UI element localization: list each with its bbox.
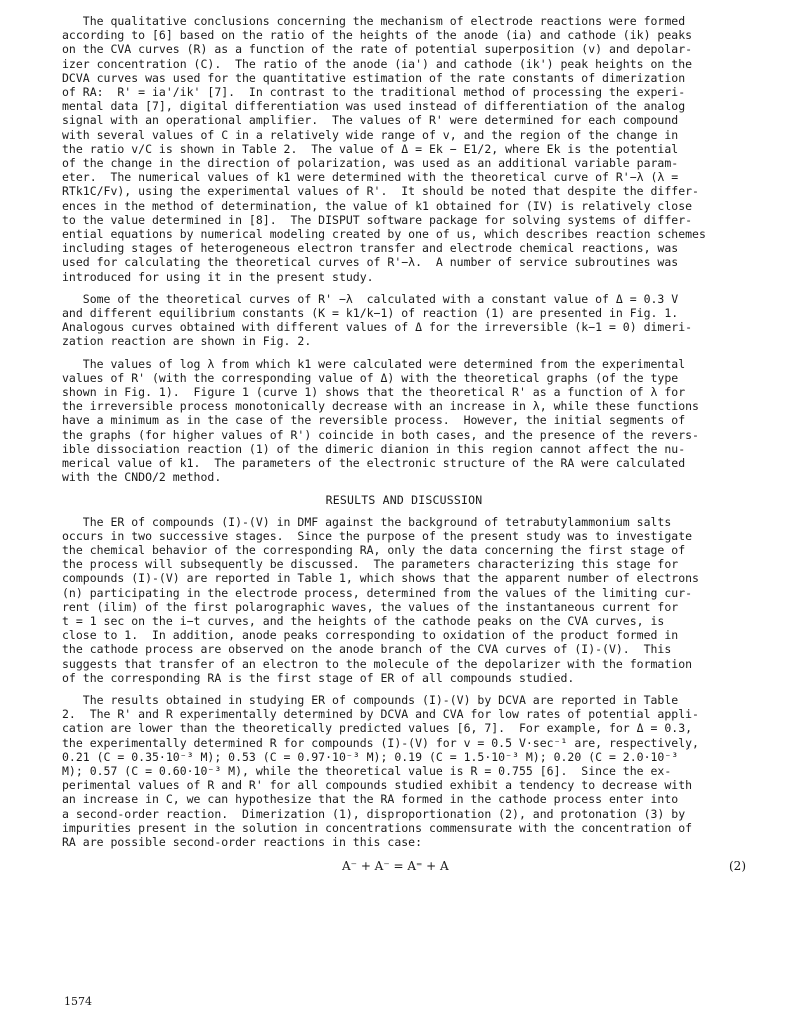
section-heading: RESULTS AND DISCUSSION [325, 492, 483, 507]
text-line: the irreversible process monotonically decrease with an increase in λ, while these functions [62, 399, 699, 414]
text-line: M); 0.57 (C = 0.60·10⁻³ M), while the theoretical value is R = 0.755 [6]. Since the ex- [62, 763, 672, 778]
paragraph-mechanism [62, 14, 746, 284]
text-line: (n) participating in the electrode process, determined from the values of the limiting cur- [62, 585, 693, 600]
text-line: with several values of C in a relatively wide range of v, and the region of the change in [62, 127, 679, 142]
text-line: on the CVA curves (R) as a function of the rate of potential superposition (v) and depolar- [62, 42, 693, 57]
paragraph-log-lambda [62, 357, 746, 485]
text-line: rent (ilim) of the first polarographic waves, the values of the instantaneous current for [62, 599, 679, 614]
text-line: according to [6] based on the ratio of the heights of the anode (ia) and cathode (ik) peaks [62, 28, 693, 43]
text-line: of RA: R' = ia'/ik' [7]. In contrast to the traditional method of processing the experi- [62, 85, 686, 100]
text-line: with the CNDO/2 method. [62, 470, 222, 485]
text-line: t = 1 sec on the i−t curves, and the heights of the cathode peaks on the CVA curves, is [62, 613, 665, 628]
paragraph-results-dcva [62, 693, 746, 849]
text-line: used for calculating the theoretical curves of R'−λ. A number of service subroutines was [62, 255, 679, 270]
paragraph-theoretical-curves [62, 292, 746, 349]
text-line: occurs in two successive stages. Since the purpose of the present study was to investigate [62, 528, 693, 543]
text-line: mental data [7], digital differentiation was used instead of differentiation of the analog [62, 99, 686, 114]
text-line: introduced for using it in the present study. [62, 269, 374, 284]
text-line: and different equilibrium constants (K = k1/k−1) of reaction (1) are presented in Fig. 1. [62, 306, 679, 321]
equation-2 [62, 857, 746, 877]
text-line: RA are possible second-order reactions in this case: [62, 834, 423, 849]
text-line: values of R' (with the corresponding value of Δ) with the theoretical graphs (of the type [62, 370, 679, 385]
text-line: close to 1. In addition, anode peaks corresponding to oxidation of the product formed in [62, 628, 679, 643]
text-line: ible dissociation reaction (1) of the dimeric dianion in this region cannot affect the nu- [62, 441, 686, 456]
text-line: ences in the method of determination, the value of k1 obtained for (IV) is relatively close [62, 198, 693, 213]
paragraph-er-compounds [62, 515, 746, 685]
text-line: impurities present in the solution in concentrations commensurate with the concentration of [62, 820, 693, 835]
text-line: the chemical behavior of the corresponding RA, only the data concerning the first stage of [62, 542, 686, 557]
page-body [62, 14, 746, 877]
text-line: Some of the theoretical curves of R' −λ calculated with a constant value of Δ = 0.3 V [62, 291, 679, 306]
text-line: compounds (I)-(V) are reported in Table 1, which shows that the apparent number of electrons [62, 571, 699, 586]
text-line: including stages of heterogeneous electron transfer and electrode chemical reactions, was [62, 241, 679, 256]
text-line: of the corresponding RA is the first stage of ER of all compounds studied. [62, 670, 575, 685]
equation-expression: A⁻ + A⁻ = A⁼ + A [342, 859, 449, 874]
text-line: merical value of k1. The parameters of the electronic structure of the RA were calculated [62, 456, 686, 471]
text-line: signal with an operational amplifier. The values of R' were determined for each compound [62, 113, 679, 128]
text-line: 0.21 (C = 0.35·10⁻³ M); 0.53 (C = 0.97·10⁻³ M); 0.19 (C = 1.5·10⁻³ M); 0.20 (C = 2.0·10⁻³ [62, 749, 679, 764]
text-line: the cathode process are observed on the anode branch of the CVA curves of (I)-(V). This [62, 642, 672, 657]
text-line: have a minimum as in the case of the reversible process. However, the initial segments of [62, 413, 686, 428]
text-line: DCVA curves was used for the quantitative estimation of the rate constants of dimerization [62, 70, 686, 85]
text-line: izer concentration (C). The ratio of the anode (ia') and cathode (ik') peak heights on the [62, 56, 693, 71]
text-line: the graphs (for higher values of R') coincide in both cases, and the presence of the revers- [62, 427, 699, 442]
text-line: The values of log λ from which k1 were calculated were determined from the experimental [62, 356, 686, 371]
text-line: shown in Fig. 1). Figure 1 (curve 1) shows that the theoretical R' as a function of λ for [62, 385, 686, 400]
text-line: suggests that transfer of an electron to the molecule of the depolarizer with the formation [62, 656, 693, 671]
text-line: of the change in the direction of polarization, was used as an additional variable param- [62, 156, 679, 171]
text-line: a second-order reaction. Dimerization (1), disproportionation (2), and protonation (3) by [62, 806, 686, 821]
text-line: The qualitative conclusions concerning the mechanism of electrode reactions were formed [62, 14, 686, 28]
equation-number: (2) [729, 859, 746, 874]
text-line: ential equations by numerical modeling created by one of us, which describes reaction schemes [62, 227, 706, 242]
text-line: RTk1C/Fv), using the experimental values of R'. It should be noted that despite the differ- [62, 184, 699, 199]
text-line: Analogous curves obtained with different values of Δ for the irreversible (k−1 = 0) dimeri- [62, 320, 693, 335]
text-line: the ratio v/C is shown in Table 2. The value of Δ = Ek − E1/2, where Ek is the potential [62, 141, 679, 156]
text-line: the experimentally determined R for compounds (I)-(V) for v = 0.5 V·sec⁻¹ are, respectively, [62, 735, 699, 750]
text-line: zation reaction are shown in Fig. 2. [62, 334, 312, 349]
text-line: The results obtained in studying ER of compounds (I)-(V) by DCVA are reported in Table [62, 692, 679, 707]
text-line: the process will subsequently be discussed. The parameters characterizing this stage for [62, 557, 679, 572]
page-number: 1574 [64, 995, 92, 1008]
text-line: eter. The numerical values of k1 were determined with the theoretical curve of R'−λ (λ = [62, 170, 679, 185]
text-line: 2. The R' and R experimentally determined by DCVA and CVA for low rates of potential appli- [62, 707, 699, 722]
text-line: The ER of compounds (I)-(V) in DMF against the background of tetrabutylammonium salts [62, 514, 672, 529]
text-line: perimental values of R and R' for all compounds studied exhibit a tendency to decrease with [62, 778, 693, 793]
text-line: to the value determined in [8]. The DISPUT software package for solving systems of differ- [62, 212, 693, 227]
text-line: cation are lower than the theoretically predicted values [6, 7]. For example, for Δ = 0.3, [62, 721, 693, 736]
text-line: an increase in C, we can hypothesize that the RA formed in the cathode process enter into [62, 792, 679, 807]
